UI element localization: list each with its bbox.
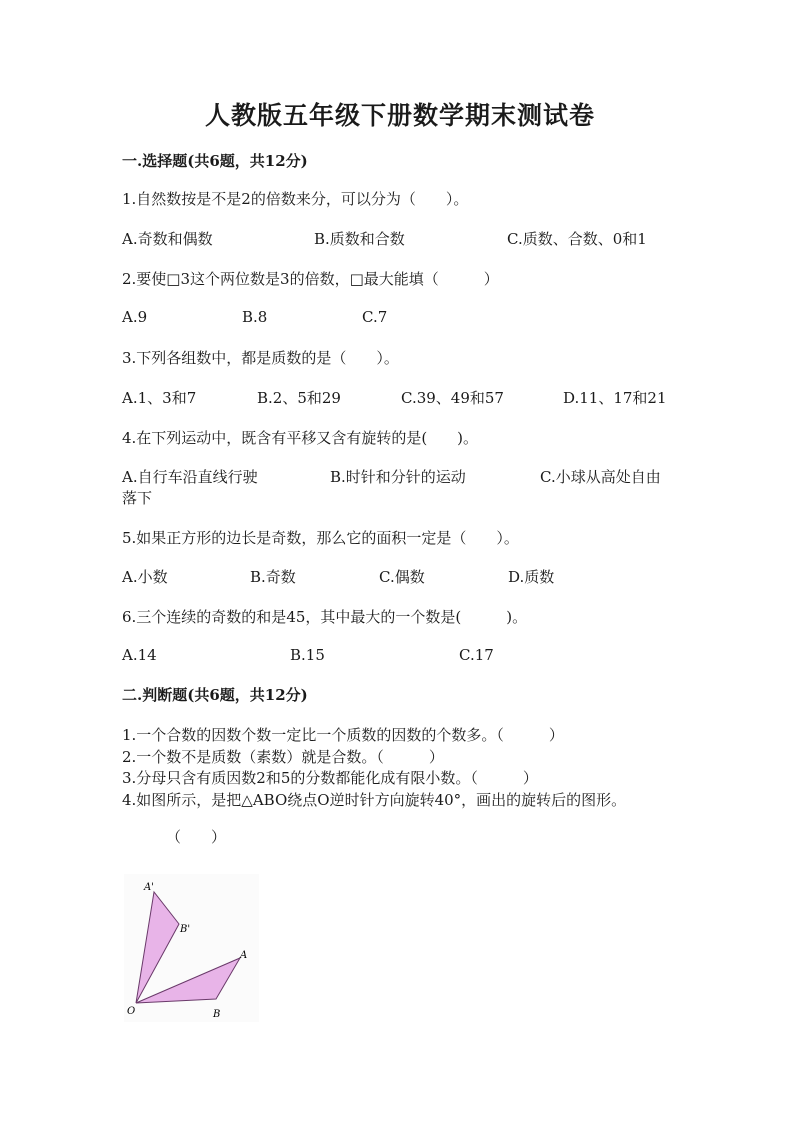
question-5: 5.如果正方形的边长是奇数，那么它的面积一定是（ ）。 xyxy=(122,529,519,547)
q4-option-c-continuation: 落下 xyxy=(122,489,153,507)
rotation-figure xyxy=(124,874,259,1022)
label-a: A xyxy=(240,950,248,961)
judgement-item-4: 4.如图所示，是把△ABO绕点O逆时针方向旋转40°，画出的旋转后的图形。 xyxy=(122,791,627,809)
q2-option-c: C.7 xyxy=(362,308,388,326)
question-1: 1.自然数按是不是2的倍数来分，可以分为（ ）。 xyxy=(122,190,469,208)
label-a-prime: A' xyxy=(144,882,154,893)
q1-option-b: B.质数和合数 xyxy=(314,230,405,248)
judgement-item-1: 1.一个合数的因数个数一定比一个质数的因数的个数多。（ ） xyxy=(122,726,564,744)
label-b-prime: B' xyxy=(180,924,191,935)
q3-option-c: C.39、49和57 xyxy=(401,389,504,407)
judgement-item-3: 3.分母只含有质因数2和5的分数都能化成有限小数。（ ） xyxy=(122,769,538,787)
q6-option-a: A.14 xyxy=(122,646,157,664)
question-3: 3.下列各组数中，都是质数的是（ ）。 xyxy=(122,349,399,367)
label-o: O xyxy=(127,1006,136,1017)
q5-option-a: A.小数 xyxy=(122,568,168,586)
q5-option-d: D.质数 xyxy=(508,568,555,586)
question-6: 6.三个连续的奇数的和是45，其中最大的一个数是( )。 xyxy=(122,608,528,626)
judgement-item-4-blank: （ ） xyxy=(166,828,227,846)
label-b: B xyxy=(213,1009,221,1020)
judgement-item-2: 2.一个数不是质数（素数）就是合数。（ ） xyxy=(122,748,444,766)
question-4: 4.在下列运动中，既含有平移又含有旋转的是( )。 xyxy=(122,429,479,447)
q2-option-a: A.9 xyxy=(122,308,148,326)
section-heading-judgement: 二.判断题(共6题，共12分) xyxy=(122,686,308,704)
q1-option-c: C.质数、合数、0和1 xyxy=(507,230,647,248)
question-2: 2.要使□3这个两位数是3的倍数，□最大能填（ ） xyxy=(122,270,499,288)
q4-option-b: B.时针和分针的运动 xyxy=(330,468,466,486)
q5-option-c: C.偶数 xyxy=(379,568,425,586)
page-title: 人教版五年级下册数学期末测试卷 xyxy=(204,101,595,130)
q2-option-b: B.8 xyxy=(242,308,268,326)
q4-option-c: C.小球从高处自由 xyxy=(540,468,661,486)
q1-option-a: A.奇数和偶数 xyxy=(122,230,213,248)
q3-option-a: A.1、3和7 xyxy=(122,389,197,407)
q6-option-c: C.17 xyxy=(459,646,494,664)
q5-option-b: B.奇数 xyxy=(250,568,296,586)
section-heading-choice: 一.选择题(共6题，共12分) xyxy=(122,152,308,170)
q3-option-b: B.2、5和29 xyxy=(257,389,341,407)
q4-option-a: A.自行车沿直线行驶 xyxy=(122,468,258,486)
q3-option-d: D.11、17和21 xyxy=(563,389,667,407)
q6-option-b: B.15 xyxy=(290,646,325,664)
